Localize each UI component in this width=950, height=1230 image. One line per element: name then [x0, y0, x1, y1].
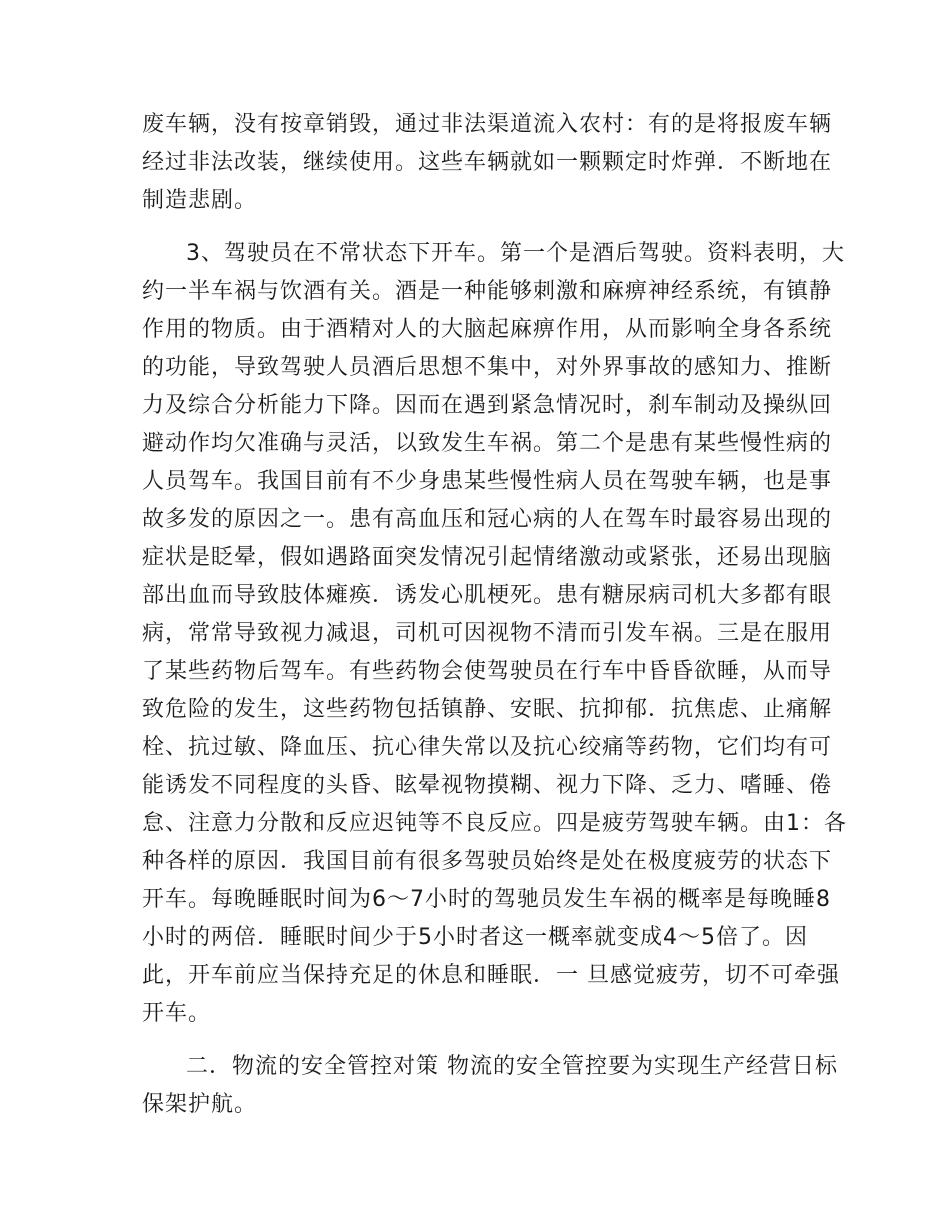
text-line: 病，常常导致视力减退，司机可因视物不清而引发车祸。三是在服用 [142, 621, 833, 646]
text-line: 症状是眨晕，假如遇路面突发情况引起情绪激动或紧张，还易出现脑 [142, 545, 833, 570]
text-line: 部出血而导致肢体瘫痪．诱发心肌梗死。患有糖尿病司机大多都有眼 [142, 583, 833, 608]
text-line: 作用的物质。由于酒精对人的大脑起麻痹作用，从而影响全身各系统 [142, 317, 833, 342]
text-line: 力及综合分析能力下降。因而在遇到紧急情况时，刹车制动及操纵回 [142, 393, 833, 418]
text-line: 小时的两倍．睡眠时间少于5小时者这一概率就变成4～5倍了。因 [142, 925, 808, 950]
text-line: 废车辆，没有按章销毁，通过非法渠道流入农村：有的是将报废车辆 [142, 112, 833, 137]
text-line: 种各样的原因．我国目前有很多驾驶员始终是处在极度疲劳的状态下 [142, 849, 833, 874]
text-line: 保架护航。 [142, 1092, 258, 1117]
text-line: 能诱发不同程度的头昏、眩晕视物摸糊、视力下降、乏力、嗜睡、倦 [142, 773, 833, 798]
text-line: 经过非法改装，继续使用。这些车辆就如一颗颗定时炸弹．不断地在 [142, 150, 833, 175]
text-line: 故多发的原因之一。患有高血压和冠心病的人在驾车时最容易出现的 [142, 507, 833, 532]
text-line: 此，开车前应当保持充足的休息和睡眠．一 旦感觉疲劳，切不可牵强 [142, 963, 840, 988]
text-line: 致危险的发生，这些药物包括镇静、安眠、抗抑郁．抗焦虑、止痛解 [142, 697, 833, 722]
text-line: 3、驾驶员在不常状态下开车。第一个是酒后驾驶。资料表明，大 [186, 241, 845, 266]
text-line: 约一半车祸与饮酒有关。酒是一种能够刺激和麻痹神经系统，有镇静 [142, 279, 833, 304]
text-line: 栓、抗过敏、降血压、抗心律失常以及抗心绞痛等药物，它们均有可 [142, 735, 833, 760]
text-line: 人员驾车。我国目前有不少身患某些慢性病人员在驾驶车辆，也是事 [142, 469, 833, 494]
text-line: 的功能，导致驾驶人员酒后思想不集中，对外界事故的感知力、推断 [142, 355, 833, 380]
text-line: 开车。每晚睡眠时间为6～7小时的驾驰员发生车祸的概率是每晚睡8 [142, 887, 831, 912]
text-line: 开车。 [142, 1001, 212, 1026]
text-line: 怠、注意力分散和反应迟钝等不良反应。四是疲劳驾驶车辆。由1：各 [142, 811, 847, 836]
text-line: 二．物流的安全管控对策 物流的安全管控要为实现生产经营日标 [186, 1054, 838, 1079]
text-line: 了某些药物后驾车。有些药物会使驾驶员在行车中昏昏欲睡，从而导 [142, 659, 833, 684]
text-line: 制造悲剧。 [142, 188, 258, 213]
text-line: 避动作均欠准确与灵活，以致发生车祸。第二个是患有某些慢性病的 [142, 431, 833, 456]
